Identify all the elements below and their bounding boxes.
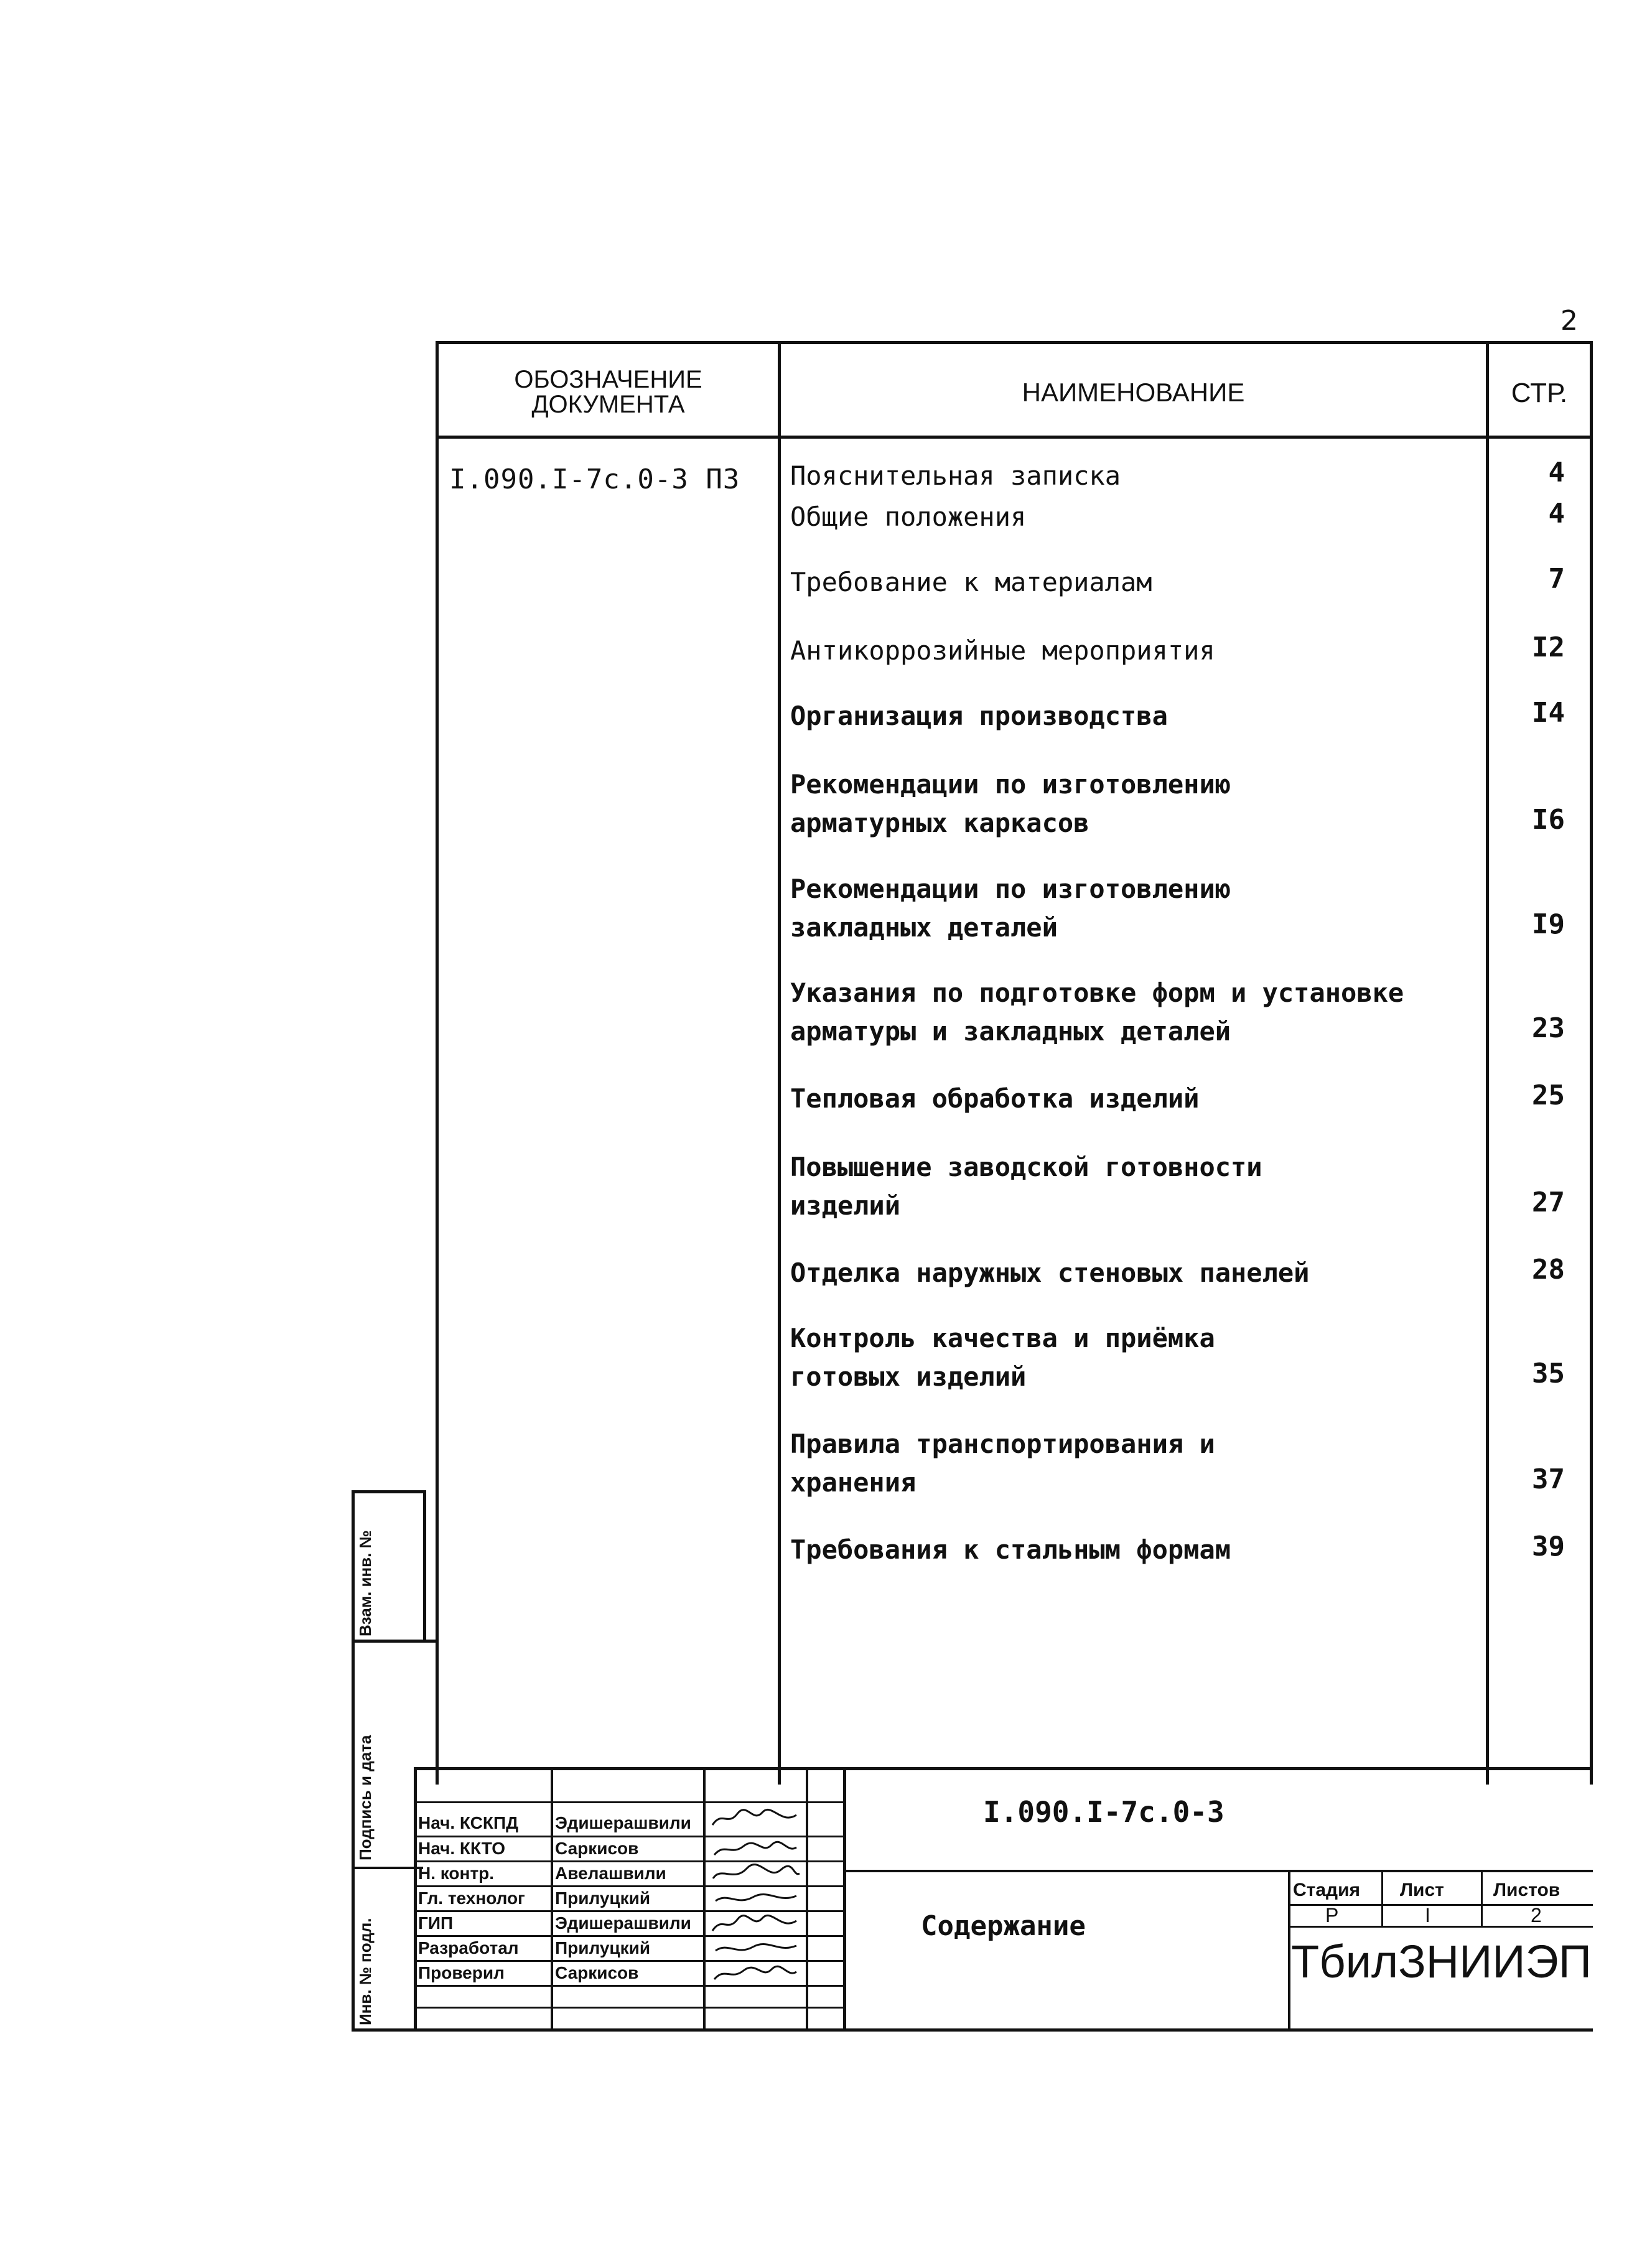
title-block-code: I.090.I-7с.0-3: [983, 1795, 1225, 1829]
entry-title: Антикоррозийные мероприятия: [790, 635, 1215, 666]
entry-page: 4: [1548, 498, 1565, 530]
header-page: СТР.: [1511, 378, 1568, 408]
entry-title: Общие положения: [790, 502, 1027, 532]
entry-title: Рекомендации по изготовлению закладных деталей: [790, 874, 1231, 943]
page-number: 2: [1560, 305, 1578, 337]
entry-title: Тепловая обработка изделий: [790, 1083, 1200, 1114]
entry-title: Отделка наружных стеновых панелей: [790, 1258, 1310, 1288]
entry-page: 28: [1532, 1254, 1565, 1286]
entry-page: I2: [1532, 632, 1565, 663]
signature-mark: [709, 1864, 803, 1885]
entry-title: Контроль качества и приёмка готовых изделий: [790, 1323, 1215, 1392]
entry-page: I4: [1532, 697, 1565, 729]
stage-label: Стадия: [1293, 1880, 1361, 1900]
entry-title: Указания по подготовке форм и установке арматуры и закладных деталей: [790, 978, 1404, 1047]
entry-title: Пояснительная записка: [790, 460, 1121, 491]
staff-role: Н. контр.: [418, 1864, 495, 1883]
sheet-value: I: [1425, 1904, 1430, 1926]
staff-role: ГИП: [418, 1913, 454, 1933]
signature-mark: [709, 1888, 803, 1910]
header-name: НАИМЕНОВАНИЕ: [1022, 378, 1245, 407]
staff-name: Саркисов: [555, 1839, 639, 1858]
staff-name: Эдишерашвили: [555, 1813, 691, 1832]
signature-mark: [709, 1913, 803, 1934]
organization-name: ТбилЗНИИЭП: [1291, 1936, 1592, 1987]
entry-page: 37: [1532, 1463, 1565, 1495]
entry-page: 4: [1548, 457, 1565, 488]
staff-name: Саркисов: [555, 1963, 639, 1982]
entry-page: 27: [1532, 1187, 1565, 1218]
side-label-vzam-inv: Взам. инв. №: [356, 1530, 375, 1636]
sheet-label: Лист: [1400, 1880, 1444, 1900]
entry-page: 35: [1532, 1358, 1565, 1389]
sheets-label: Листов: [1493, 1880, 1560, 1900]
stage-value: Р: [1325, 1904, 1339, 1926]
entry-title: Организация производства: [790, 701, 1168, 731]
document-code: I.090.I-7с.0-3 ПЗ: [449, 464, 740, 495]
entry-page: I9: [1532, 908, 1565, 940]
header-designation: ОБОЗНАЧЕНИЕ ДОКУМЕНТА: [514, 366, 702, 418]
entry-title: Рекомендации по изготовлению арматурных каркасов: [790, 769, 1231, 838]
staff-role: Нач. КСКПД: [418, 1813, 519, 1832]
staff-role: Проверил: [418, 1963, 505, 1982]
title-block-title: Содержание: [921, 1910, 1086, 1942]
staff-name: Прилуцкий: [555, 1938, 651, 1958]
entry-page: 7: [1548, 563, 1565, 595]
staff-name: Эдишерашвили: [555, 1913, 691, 1933]
entry-title: Повышение заводской готовности изделий: [790, 1152, 1262, 1221]
staff-role: Нач. ККТО: [418, 1839, 505, 1858]
signature-mark: [709, 1839, 803, 1860]
signature-mark: [709, 1938, 803, 1959]
signature-mark: [709, 1808, 803, 1829]
entry-title: Правила транспортирования и хранения: [790, 1429, 1215, 1498]
signature-mark: [709, 1963, 803, 1984]
staff-role: Разработал: [418, 1938, 519, 1958]
sheets-value: 2: [1531, 1904, 1542, 1926]
entry-page: 39: [1532, 1531, 1565, 1562]
entry-title: Требование к материалам: [790, 567, 1152, 597]
entry-page: 25: [1532, 1080, 1565, 1111]
staff-name: Прилуцкий: [555, 1888, 651, 1908]
staff-name: Авелашвили: [555, 1864, 666, 1883]
entry-page: I6: [1532, 804, 1565, 836]
entry-page: 23: [1532, 1012, 1565, 1044]
side-label-signature-date: Подпись и дата: [356, 1735, 375, 1860]
side-label-inv-podl: Инв. № подл.: [356, 1918, 375, 2025]
entry-title: Требования к стальным формам: [790, 1534, 1231, 1565]
staff-role: Гл. технолог: [418, 1888, 525, 1908]
